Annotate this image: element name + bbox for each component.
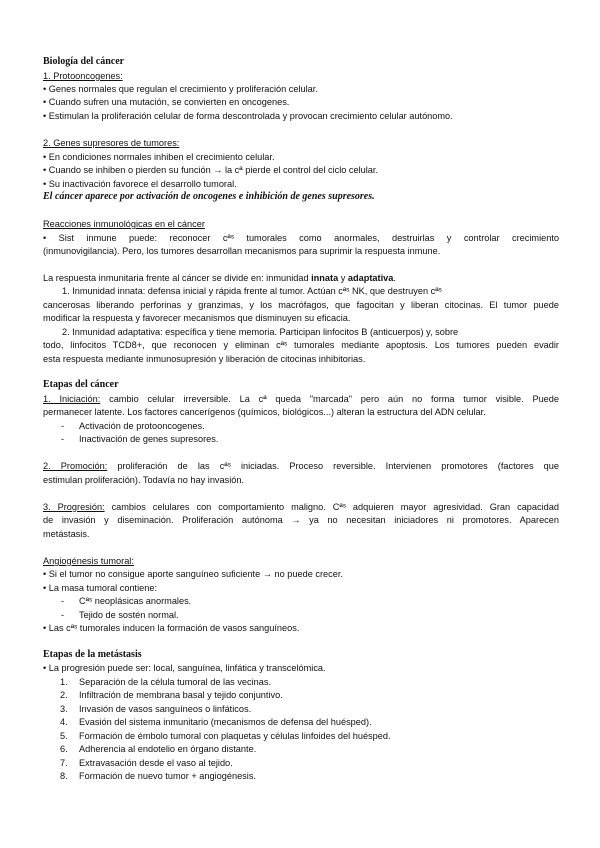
adaptativa-line: esta respuesta mediante inmunosupresión y liberación de citocinas inhibitorias. bbox=[43, 354, 366, 364]
promocion-label: 2. Promoción: bbox=[43, 461, 108, 471]
adaptativa-line: todo, linfocitos TCD8+, que reconocen y eliminan cªˢ tumorales mediante apoptosis. Los tumores pueden evadir bbox=[43, 340, 559, 350]
step-number: 5. bbox=[60, 731, 68, 741]
metastasis-heading: Etapas de la metástasis bbox=[43, 649, 142, 660]
innata-line: 1. Inmunidad innata: defensa inicial y rápida frente al tumor. Actúan cªˢ NK, que destruyen cªˢ bbox=[62, 286, 442, 296]
step-text: Infiltración de membrana basal y tejido conjuntivo. bbox=[79, 690, 283, 700]
dash-text: Activación de protooncogenes. bbox=[79, 421, 205, 431]
metastasis-step bbox=[60, 716, 372, 728]
adaptativa-bold: adaptativa bbox=[347, 273, 394, 283]
iniciacion-line bbox=[43, 393, 559, 405]
metastasis-step bbox=[60, 770, 256, 782]
innata-bold: innata bbox=[311, 273, 339, 283]
promocion-text: proliferación de las cªˢ iniciadas. Proceso reversible. Intervienen promotores (factores que bbox=[107, 461, 559, 471]
step-text: Extravasación desde el vaso al tejido. bbox=[79, 758, 233, 768]
step-number: 6. bbox=[60, 744, 68, 754]
progresion-line bbox=[43, 501, 559, 513]
angio-bullet: • Si el tumor no consigue aporte sanguíneo suficiente → no puede crecer. bbox=[43, 569, 343, 579]
dash-item bbox=[61, 595, 191, 607]
metastasis-step bbox=[60, 743, 256, 755]
step-text: Evasión del sistema inmunitario (mecanismos de defensa del huésped). bbox=[79, 717, 372, 727]
progresion-line: de invasión y diseminación. Proliferación autónoma → ya no necesitan iniciadores ni promotores. Aparecen bbox=[43, 515, 559, 525]
step-number: 7. bbox=[60, 758, 68, 768]
metastasis-step bbox=[60, 703, 251, 715]
step-number: 4. bbox=[60, 717, 68, 727]
reacciones-line: (inmunovigilancia). Pero, los tumores desarrollan mecanismos para suprimir la respuesta inmune. bbox=[43, 246, 441, 256]
reacciones-line: • Sist inmune puede: reconocer cªˢ tumorales como anormales, destruirlas y controlar crecimiento bbox=[43, 233, 559, 243]
supr-bullet: • En condiciones normales inhiben el crecimiento celular. bbox=[43, 152, 275, 162]
step-text: Separación de la célula tumoral de las vecinas. bbox=[79, 677, 272, 687]
proto-bullet: • Cuando sufren una mutación, se convierten en oncogenes. bbox=[43, 97, 290, 107]
dash-marker: - bbox=[61, 434, 65, 444]
metastasis-step bbox=[60, 689, 283, 701]
step-text: Formación de nuevo tumor + angiogénesis. bbox=[79, 771, 256, 781]
proto-bullet: • Genes normales que regulan el crecimiento y proliferación celular. bbox=[43, 84, 318, 94]
metastasis-intro: • La progresión puede ser: local, sanguínea, linfática y transcelómica. bbox=[43, 663, 326, 673]
dash-item bbox=[61, 609, 179, 621]
metastasis-step bbox=[60, 730, 391, 742]
dash-item bbox=[61, 420, 205, 432]
step-number: 1. bbox=[60, 677, 68, 687]
angiogenesis-heading: Angiogénesis tumoral: bbox=[43, 556, 134, 566]
supr-bullet: • Cuando se inhiben o pierden su función → la cª pierde el control del ciclo celular. bbox=[43, 165, 379, 175]
dash-text: Tejido de sostén normal. bbox=[79, 610, 179, 620]
doc-title: Biología del cáncer bbox=[43, 56, 125, 67]
step-text: Formación de émbolo tumoral con plaquetas y células linfoides del huésped. bbox=[79, 731, 391, 741]
iniciacion-line: permanecer latente. Los factores cancerígenos (químicos, biológicos...) alteran la estructura del ADN celular. bbox=[43, 407, 486, 417]
dash-text: Cªˢ neoplásicas anormales. bbox=[79, 596, 192, 606]
iniciacion-text: cambio celular irreversible. La cª queda "marcada" pero aún no forma tumor visible. Puede bbox=[100, 394, 560, 404]
innata-line: cancerosas liberando perforinas y granzimas, y los macrófagos, que fagocitan y liberan citocinas. El tumor puede bbox=[43, 300, 559, 310]
iniciacion-label: 1. Iniciación: bbox=[43, 394, 101, 404]
respuesta-line bbox=[43, 272, 559, 284]
respuesta-text: y bbox=[338, 273, 348, 283]
dash-marker: - bbox=[61, 610, 65, 620]
metastasis-step bbox=[60, 676, 271, 688]
dash-item bbox=[61, 433, 218, 445]
step-number: 2. bbox=[60, 690, 68, 700]
progresion-line: metástasis. bbox=[43, 529, 90, 539]
adaptativa-line: 2. Inmunidad adaptativa: específica y tiene memoria. Participan linfocitos B (anticuerpos) y, sobre bbox=[62, 327, 459, 337]
promocion-line bbox=[43, 460, 559, 472]
progresion-text: cambios celulares con comportamiento maligno. Cªˢ adquieren mayor agresividad. Gran capacidad bbox=[104, 502, 559, 512]
step-number: 8. bbox=[60, 771, 68, 781]
protooncogenes-heading: 1. Protooncogenes: bbox=[43, 71, 123, 81]
respuesta-text: La respuesta inmunitaria frente al cáncer se divide en: inmunidad bbox=[43, 273, 312, 283]
dash-marker: - bbox=[61, 421, 65, 431]
step-text: Invasión de vasos sanguíneos o linfáticos. bbox=[79, 704, 252, 714]
dash-text: Inactivación de genes supresores. bbox=[79, 434, 219, 444]
proto-bullet: • Estimulan la proliferación celular de forma descontrolada y provocan crecimiento celular autónomo. bbox=[43, 111, 453, 121]
innata-line: modificar la respuesta y favorecer mecanismos que disminuyen su eficacia. bbox=[43, 313, 351, 323]
metastasis-step bbox=[60, 757, 233, 769]
cancer-emphasis: El cáncer aparece por activación de oncogenes e inhibición de genes supresores. bbox=[43, 191, 375, 202]
reacciones-heading: Reacciones inmunológicas en el cáncer bbox=[43, 219, 205, 229]
etapas-heading: Etapas del cáncer bbox=[43, 379, 119, 390]
promocion-line: estimulan proliferación). Todavía no hay invasión. bbox=[43, 475, 245, 485]
progresion-label: 3. Progresión: bbox=[43, 502, 105, 512]
dash-marker: - bbox=[61, 596, 65, 606]
supresores-heading: 2. Genes supresores de tumores: bbox=[43, 138, 180, 148]
respuesta-text: . bbox=[393, 273, 396, 283]
step-number: 3. bbox=[60, 704, 68, 714]
step-text: Adherencia al endotelio en órgano distante. bbox=[79, 744, 257, 754]
angio-bullet: • Las cªˢ tumorales inducen la formación de vasos sanguíneos. bbox=[43, 623, 300, 633]
angio-bullet: • La masa tumoral contiene: bbox=[43, 583, 158, 593]
supr-bullet: • Su inactivación favorece el desarrollo tumoral. bbox=[43, 179, 237, 189]
